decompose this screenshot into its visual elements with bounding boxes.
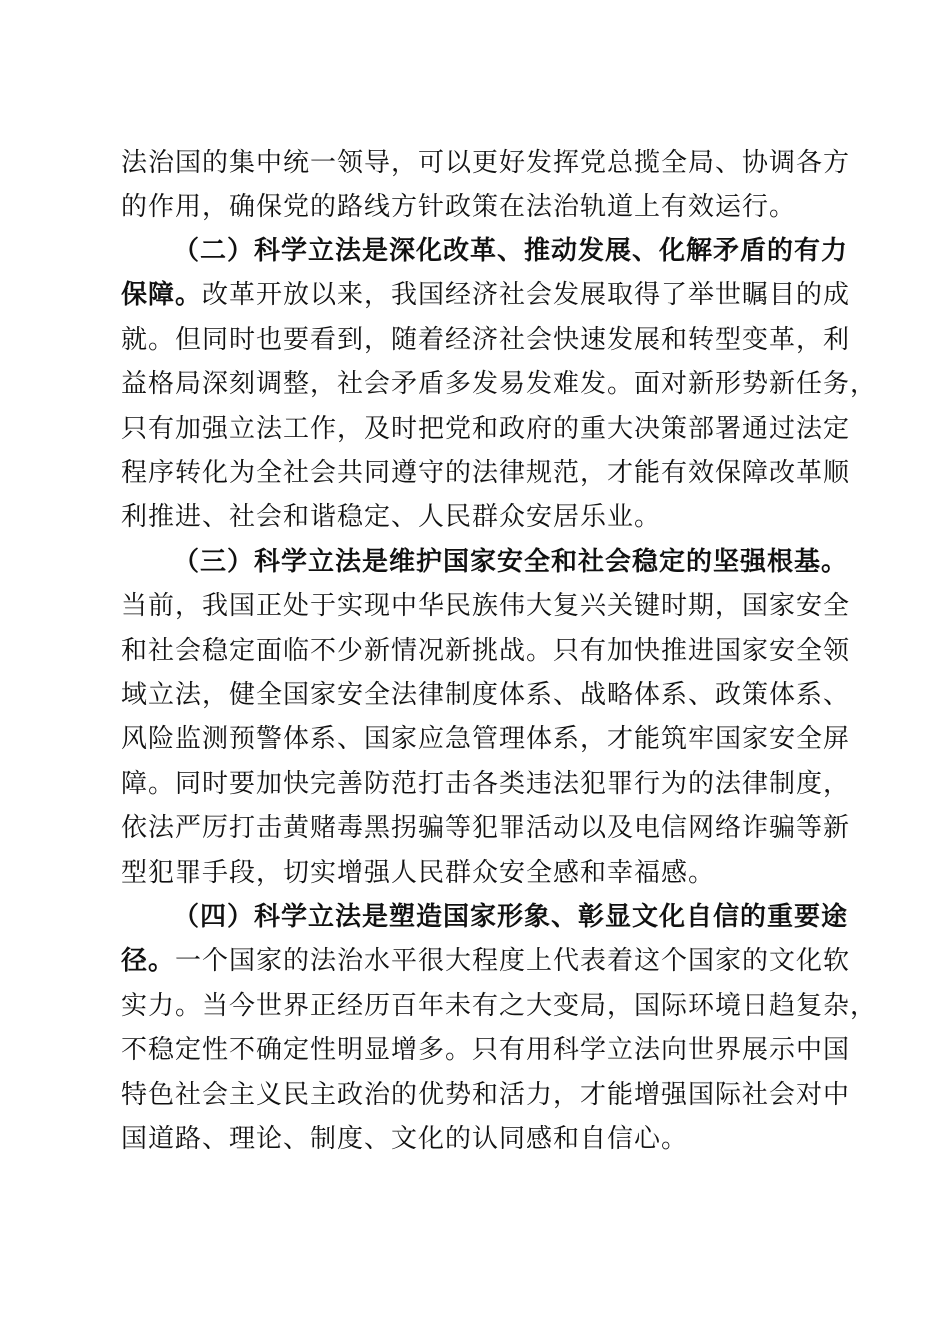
text-line: 风险监测预警体系、国家应急管理体系，才能筑牢国家安全屏 (121, 724, 851, 754)
text-line: 只有加强立法工作，及时把党和政府的重大决策部署通过法定 (121, 414, 851, 444)
text-line: 型犯罪手段，切实增强人民群众安全感和幸福感。 (121, 858, 716, 888)
text-line: 国道路、理论、制度、文化的认同感和自信心。 (121, 1124, 689, 1154)
heading-text: （三）科学立法是维护国家安全和社会稳定的坚强根基。 (173, 547, 849, 577)
text-line: 就。但同时也要看到，随着经济社会快速发展和转型变革，利 (121, 325, 851, 355)
text-line: 保障。改革开放以来，我国经济社会发展取得了举世瞩目的成 (121, 280, 851, 310)
heading-text: （四）科学立法是塑造国家形象、彰显文化自信的重要途 (173, 902, 849, 932)
text-line: 域立法，健全国家安全法律制度体系、战略体系、政策体系、 (121, 680, 851, 710)
section-heading (173, 540, 849, 584)
section-heading (173, 229, 849, 273)
text-line: 特色社会主义民主政治的优势和活力，才能增强国际社会对中 (121, 1080, 851, 1110)
text-line: 和社会稳定面临不少新情况新挑战。只有加快推进国家安全领 (121, 636, 851, 666)
text-line: 益格局深刻调整，社会矛盾多发易发难发。面对新形势新任务， (121, 369, 878, 399)
section-heading (173, 895, 849, 939)
text-line: 法治国的集中统一领导，可以更好发挥党总揽全局、协调各方 (121, 148, 851, 178)
text-line: 当前，我国正处于实现中华民族伟大复兴关键时期，国家安全 (121, 591, 851, 621)
heading-text: （二）科学立法是深化改革、推动发展、化解矛盾的有力 (173, 236, 849, 266)
text-line: 不稳定性不确定性明显增多。只有用科学立法向世界展示中国 (121, 1035, 851, 1065)
heading-text: 保障。 (121, 280, 203, 310)
text-line: 障。同时要加快完善防范打击各类违法犯罪行为的法律制度， (121, 769, 851, 799)
text-line: 程序转化为全社会共同遵守的法律规范，才能有效保障改革顺 (121, 458, 851, 488)
text-line: 依法严厉打击黄赌毒黑拐骗等犯罪活动以及电信网络诈骗等新 (121, 813, 851, 843)
text-line: 的作用，确保党的路线方针政策在法治轨道上有效运行。 (121, 192, 797, 222)
text-line: 实力。当今世界正经历百年未有之大变局，国际环境日趋复杂， (121, 991, 878, 1021)
text-line: 径。一个国家的法治水平很大程度上代表着这个国家的文化软 (121, 946, 851, 976)
text-line: 利推进、社会和谐稳定、人民群众安居乐业。 (121, 502, 662, 532)
heading-text: 径。 (121, 946, 176, 976)
